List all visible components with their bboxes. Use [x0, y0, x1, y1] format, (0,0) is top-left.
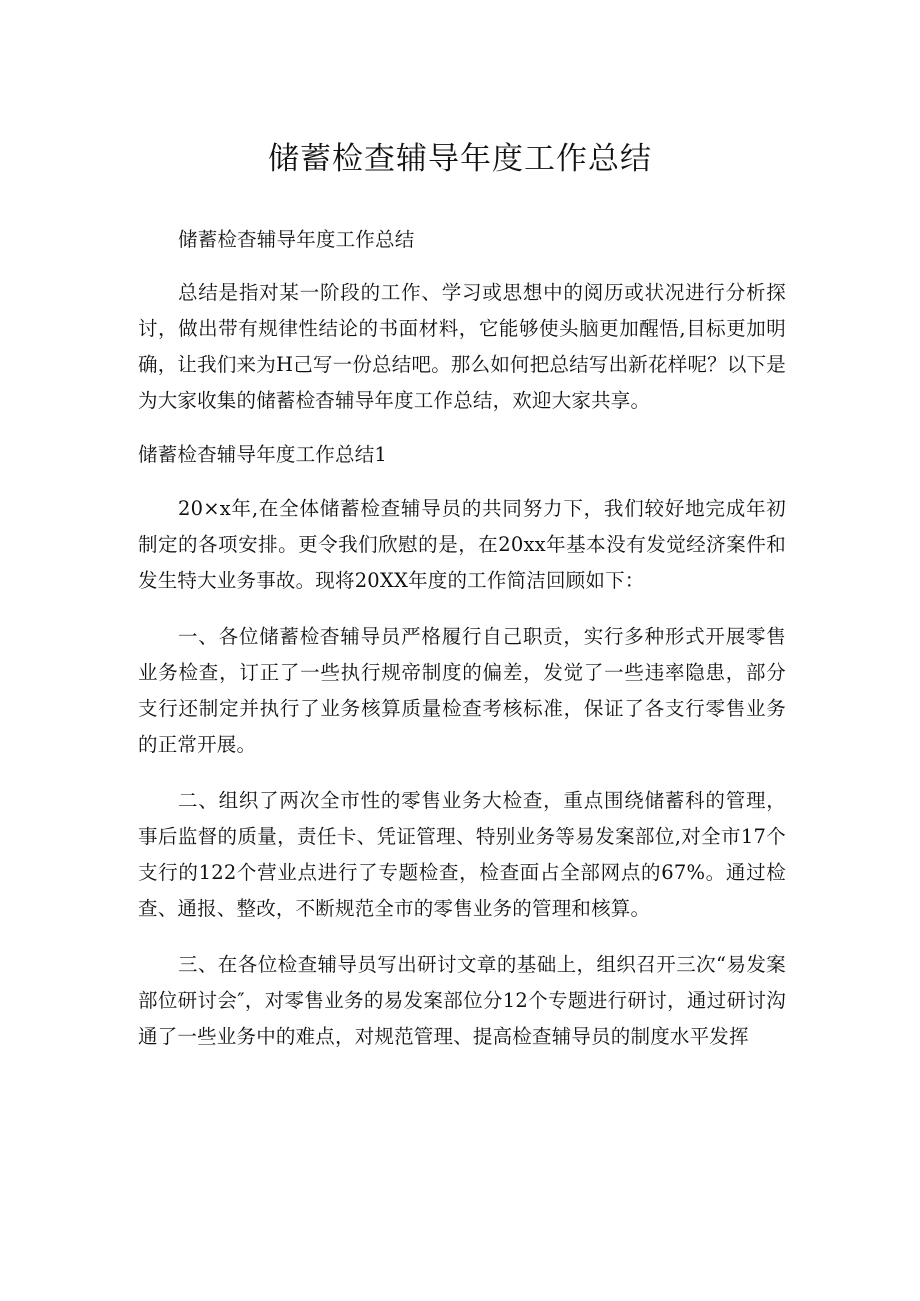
body-paragraph-2: 一、各位储蓄检杳辅导员严格履行自己职贡，实行多种形式开展零售业务检查，订正了一些执行规帝制度的偏差，发觉了一些违率隐患，部分支行还制定并执行了业务核算质量检查考核标准，保证了各支行零售业务的正常开展。 — [138, 625, 786, 756]
document-subtitle: 储蓄检杳辅导年度工作总结 — [178, 228, 415, 251]
intro-paragraph: 总结是指对某一阶段的工作、学习或思想中的阅历或状况进行分析探讨，做出带有规律性结论的书面材料，它能够使头脑更加醒悟,目标更加明确，让我们来为H己写一份总结吧。那么如何把总结写出新花样呢？以下是为大家收集的储蓄检杳辅导年度工作总结，欢迎大家共享。 — [138, 281, 786, 412]
document-body — [138, 222, 786, 1055]
section-heading: 储蓄检杳辅导年度工作总结1 — [138, 443, 388, 466]
body-paragraph-3: 二、组织了两次全市性的零售业务大检查，重点围绕储蓄科的管理，事后监督的质量，责任卡、凭证管理、特别业务等易发案部位,对全市17个支行的122个营业点进行了专题检查，检查面占全部网点的67%。通过检查、通报、整改，不断规范全市的零售业务的管理和核算。 — [138, 789, 786, 920]
document-title: 储蓄检查辅导年度工作总结 — [268, 141, 652, 177]
body-paragraph-4: 三、在各位检查辅导员写出研讨文章的基础上，组织召开三次“易发案部位研讨会″，对零售业务的易发案部位分12个专题进行研讨，通过研讨沟通了一些业务中的难点，对规范管理、提高检查辅导员的制度水平发挥 — [138, 953, 786, 1048]
body-paragraph-1: 20×x年,在全体储蓄检查辅导员的共同努力下，我们较好地完成年初制定的各项安排。更令我们欣慰的是，在20xx年基本没有发觉经济案件和发生特大业务事故。现将20XX年度的工作简洁回顾如下： — [138, 497, 786, 592]
